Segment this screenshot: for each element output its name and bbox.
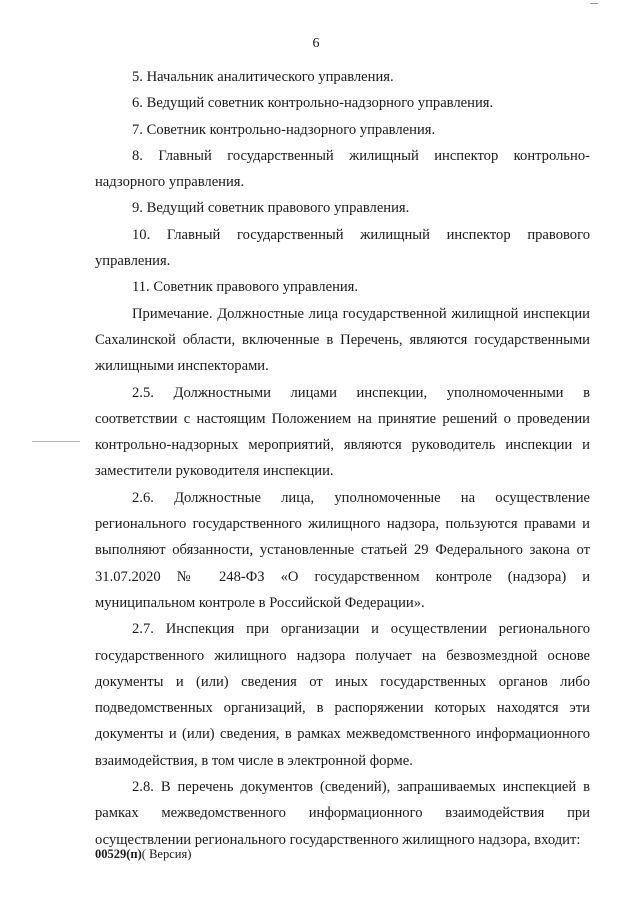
document-footer xyxy=(95,847,191,862)
list-item-6: 6. Ведущий советник контрольно-надзорного управления. xyxy=(132,95,494,112)
list-item-7: 7. Советник контрольно-надзорного управления. xyxy=(132,121,436,138)
clause-2-5: 2.5. Должностными лицами инспекции, уполномоченными в соответствии с настоящим Положением на принятие решений о проведении контрольно-надзорных мероприятий, являются руководитель инспекции и заместители руководителя инспекции. xyxy=(95,384,590,480)
document-code: 00529(п) xyxy=(95,847,142,861)
list-item-8: 8. Главный государственный жилищный инспектор контрольно-надзорного управления. xyxy=(95,147,590,191)
clause-2-8: 2.8. В перечень документов (сведений), запрашиваемых инспекцией в рамках межведомственного информационного взаимодействия при осуществлении регионального государственного жилищного надзора, входит: xyxy=(95,779,590,848)
list-item-5: 5. Начальник аналитического управления. xyxy=(132,69,394,85)
clause-2-6: 2.6. Должностные лица, уполномоченные на осуществление регионального государственного жилищного надзора, пользуются правами и выполняют обязанности, установленные статьей 29 Федерального закона от 31.07.2020 № 248-ФЗ «О государственном контроле (надзора) и муниципальном контроле в Российской Федерации». xyxy=(95,489,590,611)
scan-mark-top xyxy=(590,3,598,4)
page-number: 6 xyxy=(312,36,320,51)
scan-mark-left xyxy=(32,441,80,442)
note-paragraph: Примечание. Должностные лица государственной жилищной инспекции Сахалинской области, включенные в Перечень, являются государственными жилищными инспекторами. xyxy=(95,305,590,375)
clause-2-7: 2.7. Инспекция при организации и осуществлении регионального государственного жилищного надзора получает на безвозмездной основе документы и (или) сведения от иных государственных органов либо подведомственных организаций, в распоряжении которых находятся эти документы и (или) сведения, в рамках межведомственного информационного взаимодействия, в том числе в электронной форме. xyxy=(95,621,590,769)
list-item-9: 9. Ведущий советник правового управления. xyxy=(132,200,410,217)
list-item-11: 11. Советник правового управления. xyxy=(132,279,359,296)
document-version: ( Версия) xyxy=(141,847,192,861)
document-body xyxy=(95,64,590,853)
list-item-10: 10. Главный государственный жилищный инспектор правового управления. xyxy=(95,226,590,270)
